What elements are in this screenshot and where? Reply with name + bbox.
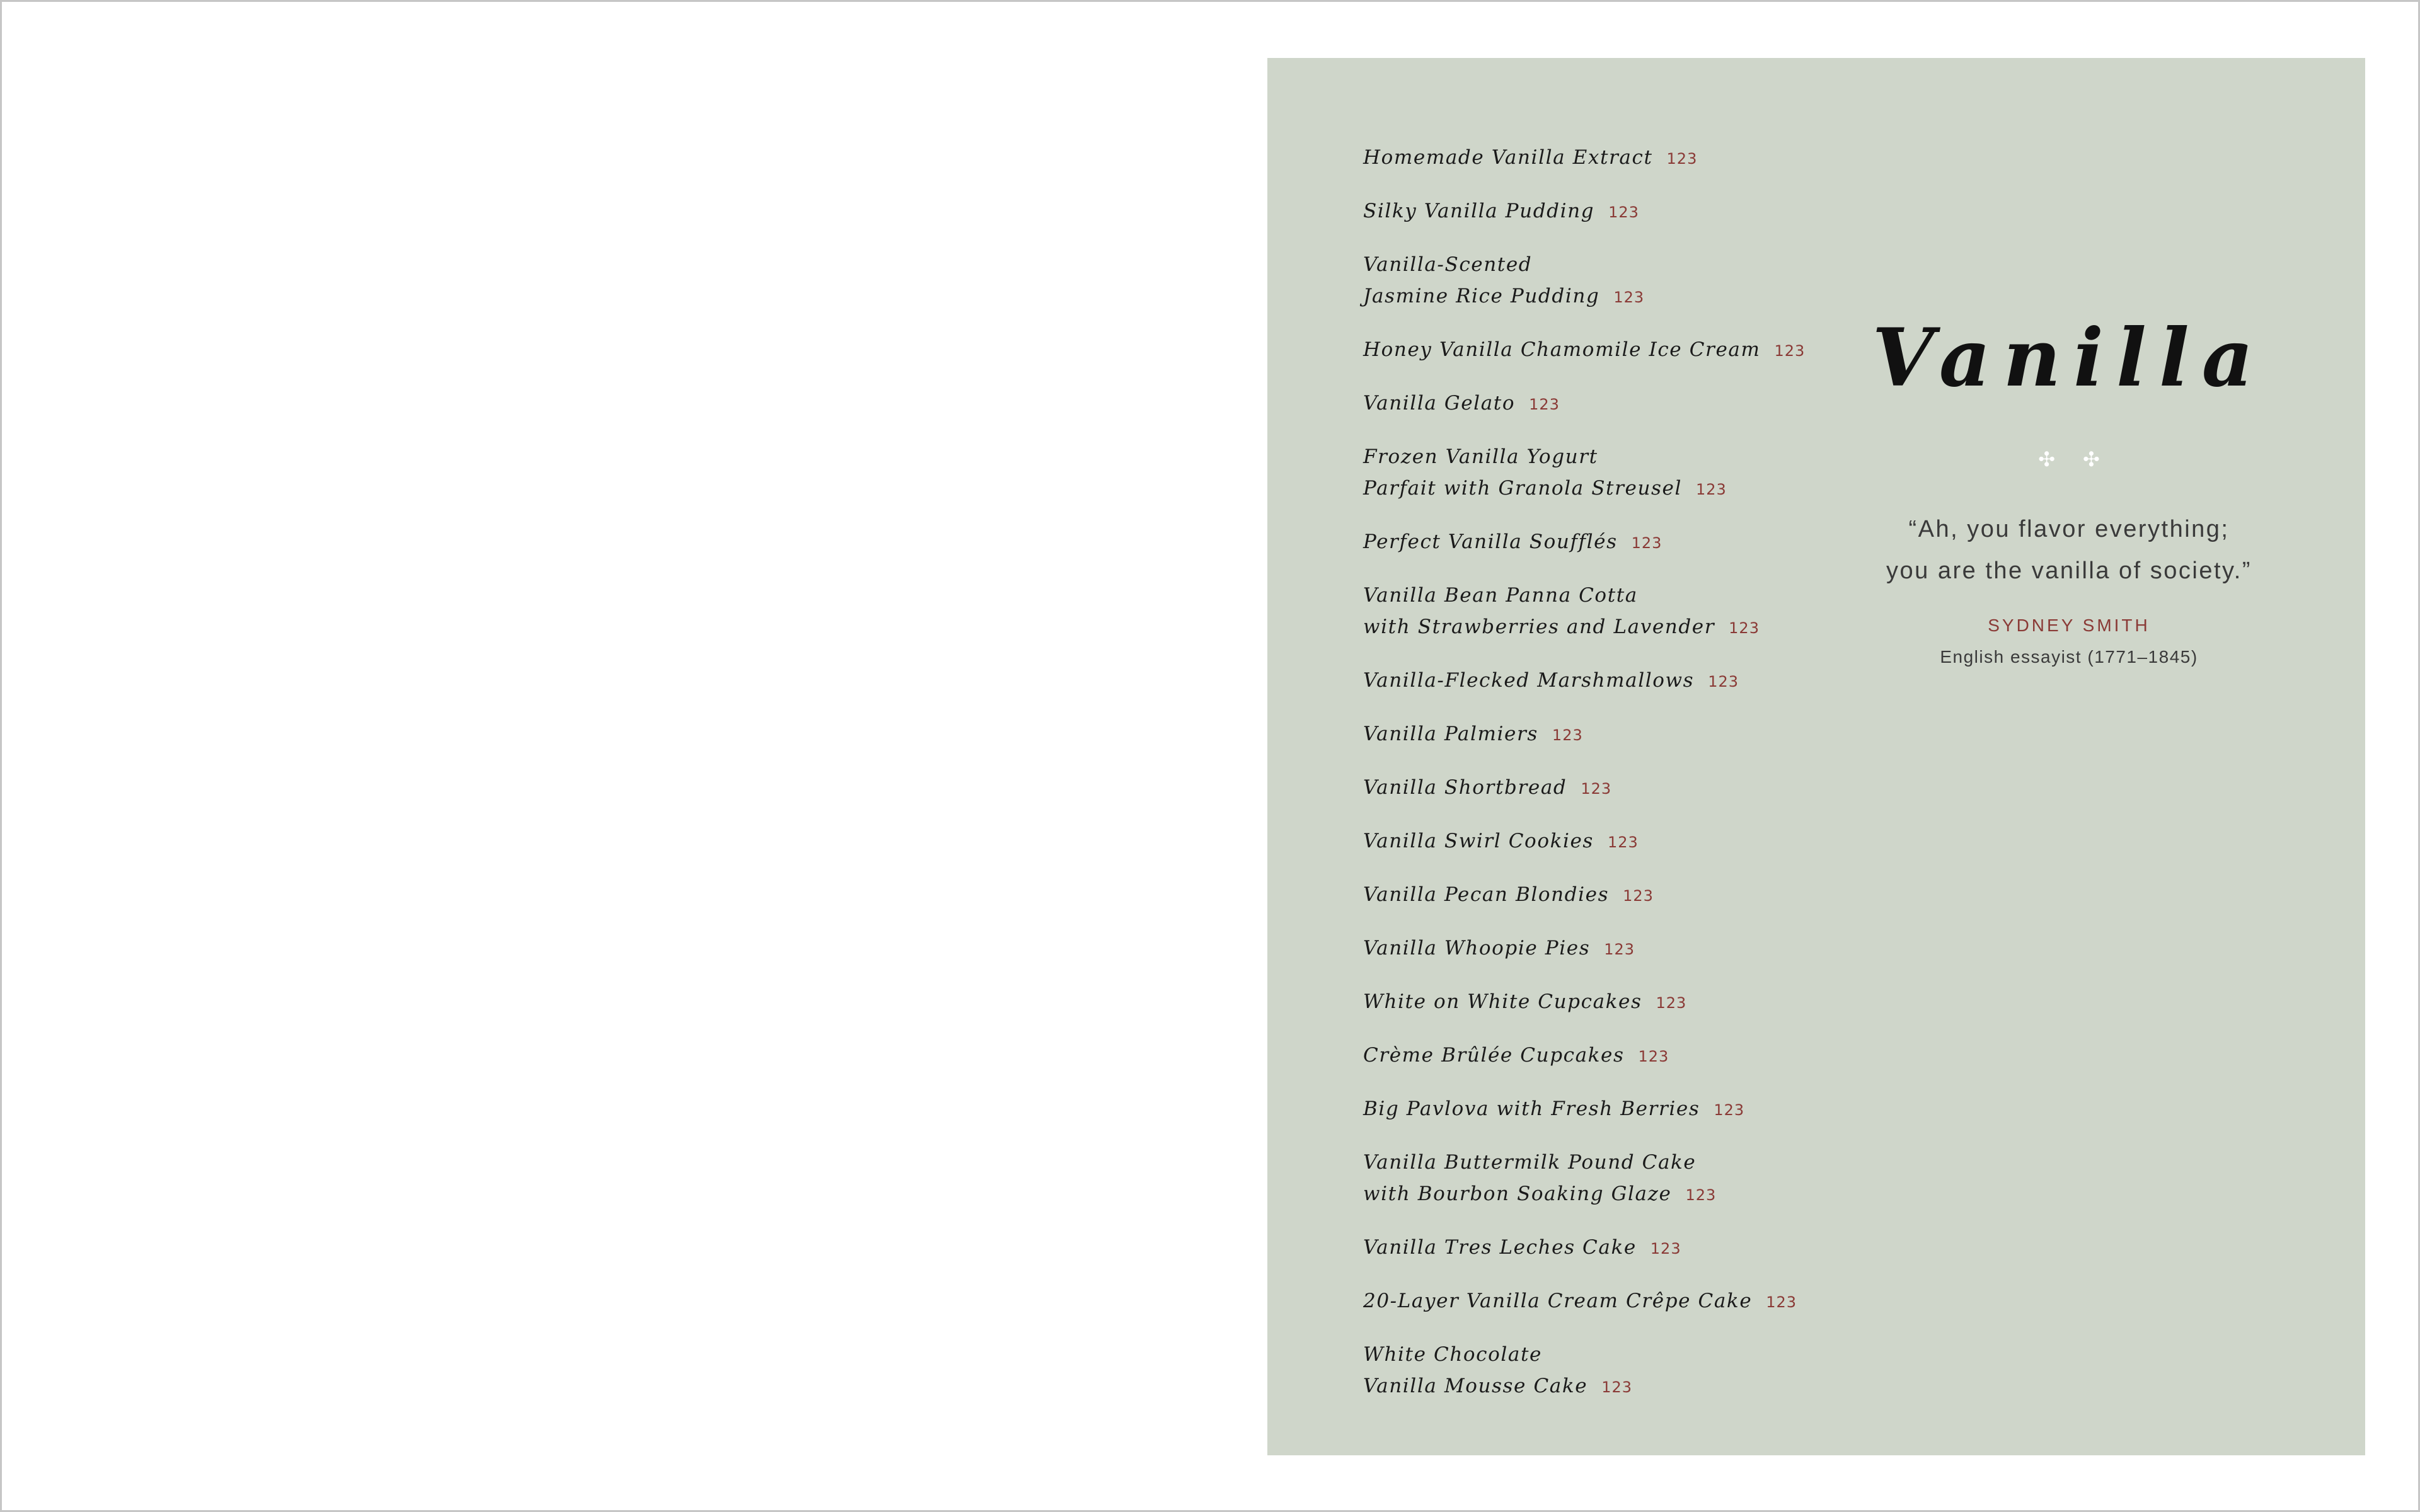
recipe-name: Vanilla-Scented Jasmine Rice Pudding [1363, 253, 1600, 307]
ornament-row [1817, 447, 2321, 472]
recipe-list-item [1363, 879, 1842, 912]
recipe-name: Vanilla Swirl Cookies [1363, 830, 1594, 852]
recipe-list-item [1363, 334, 1842, 367]
recipe-name: Vanilla Palmiers [1363, 723, 1538, 745]
recipe-page-number: 123 [1552, 726, 1583, 744]
recipe-name: Silky Vanilla Pudding [1363, 200, 1595, 222]
recipe-list-item [1363, 441, 1842, 505]
recipe-name: Crème Brûlée Cupcakes [1363, 1044, 1625, 1067]
recipe-name: Vanilla Buttermilk Pound Cake with Bourbon Soaking Glaze [1363, 1151, 1697, 1205]
recipe-name: Honey Vanilla Chamomile Ice Cream [1363, 338, 1761, 361]
recipe-name: Vanilla Whoopie Pies [1363, 937, 1591, 959]
recipe-list-item [1363, 195, 1842, 228]
recipe-name: Homemade Vanilla Extract [1363, 146, 1653, 169]
recipe-list-item [1363, 580, 1842, 644]
recipe-list-item [1363, 986, 1842, 1019]
recipe-page-number: 123 [1613, 289, 1645, 306]
recipe-list-item [1363, 772, 1842, 805]
recipe-page-number: 123 [1685, 1186, 1717, 1204]
recipe-name: 20-Layer Vanilla Cream Crêpe Cake [1363, 1290, 1753, 1312]
recipe-name: Vanilla-Flecked Marshmallows [1363, 669, 1695, 692]
recipe-name: Vanilla Shortbread [1363, 776, 1567, 799]
recipe-page-number: 123 [1604, 941, 1635, 958]
recipe-list-item [1363, 1147, 1842, 1211]
recipe-list-item [1363, 142, 1842, 175]
blank-left-page [2, 2, 1199, 1510]
recipe-list-item [1363, 1232, 1842, 1264]
recipe-page-number: 123 [1601, 1378, 1632, 1396]
recipe-name: White Chocolate Vanilla Mousse Cake [1363, 1343, 1588, 1397]
quote-attribution: English essayist (1771–1845) [1940, 647, 2198, 667]
quote-author: SYDNEY SMITH [1988, 616, 2150, 635]
recipe-list-item [1363, 1339, 1842, 1403]
recipe-page-number: 123 [1696, 481, 1727, 498]
recipe-page-number: 123 [1666, 150, 1698, 168]
recipe-name: White on White Cupcakes [1363, 990, 1642, 1013]
recipe-page-number: 123 [1714, 1101, 1745, 1119]
recipe-page-number: 123 [1766, 1293, 1797, 1311]
chapter-title: Vanilla [1872, 311, 2266, 404]
recipe-page-number: 123 [1729, 619, 1760, 637]
ornament-cross-icon: ✣ [2038, 447, 2055, 471]
epigraph-quote: “Ah, you flavor everything; you are the vanilla of society.” [1886, 516, 2252, 584]
recipe-list-item [1363, 932, 1842, 965]
recipe-page-number: 123 [1631, 534, 1662, 552]
recipe-list-item [1363, 1040, 1842, 1072]
recipe-list-item [1363, 387, 1842, 420]
chapter-title-block [1817, 298, 2321, 670]
recipe-name: Vanilla Bean Panna Cotta with Strawberries and Lavender [1363, 584, 1715, 638]
recipe-name: Big Pavlova with Fresh Berries [1363, 1097, 1700, 1120]
recipe-list-item [1363, 1093, 1842, 1126]
recipe-page-number: 123 [1607, 833, 1639, 851]
recipe-page-number: 123 [1638, 1048, 1669, 1065]
recipe-name: Vanilla Tres Leches Cake [1363, 1236, 1637, 1259]
recipe-page-number: 123 [1708, 673, 1739, 690]
recipe-list-item [1363, 249, 1842, 313]
recipe-list-item [1363, 718, 1842, 751]
recipe-list-item [1363, 1285, 1842, 1318]
ornament-cross-icon: ✣ [2083, 447, 2100, 471]
recipe-name: Frozen Vanilla Yogurt Parfait with Granola Streusel [1363, 445, 1683, 500]
recipe-name: Perfect Vanilla Soufflés [1363, 530, 1618, 553]
recipe-list-item [1363, 825, 1842, 858]
recipe-page-number: 123 [1650, 1240, 1681, 1257]
recipe-page-number: 123 [1608, 203, 1639, 221]
recipe-list-item [1363, 665, 1842, 697]
recipe-name: Vanilla Gelato [1363, 392, 1516, 415]
recipe-list [1363, 142, 1842, 1424]
recipe-page-number: 123 [1623, 887, 1654, 905]
recipe-page-number: 123 [1529, 396, 1560, 413]
recipe-page-number: 123 [1656, 994, 1687, 1012]
recipe-page-number: 123 [1774, 342, 1806, 360]
recipe-list-item [1363, 526, 1842, 559]
recipe-page-number: 123 [1581, 780, 1612, 798]
recipe-name: Vanilla Pecan Blondies [1363, 883, 1610, 906]
